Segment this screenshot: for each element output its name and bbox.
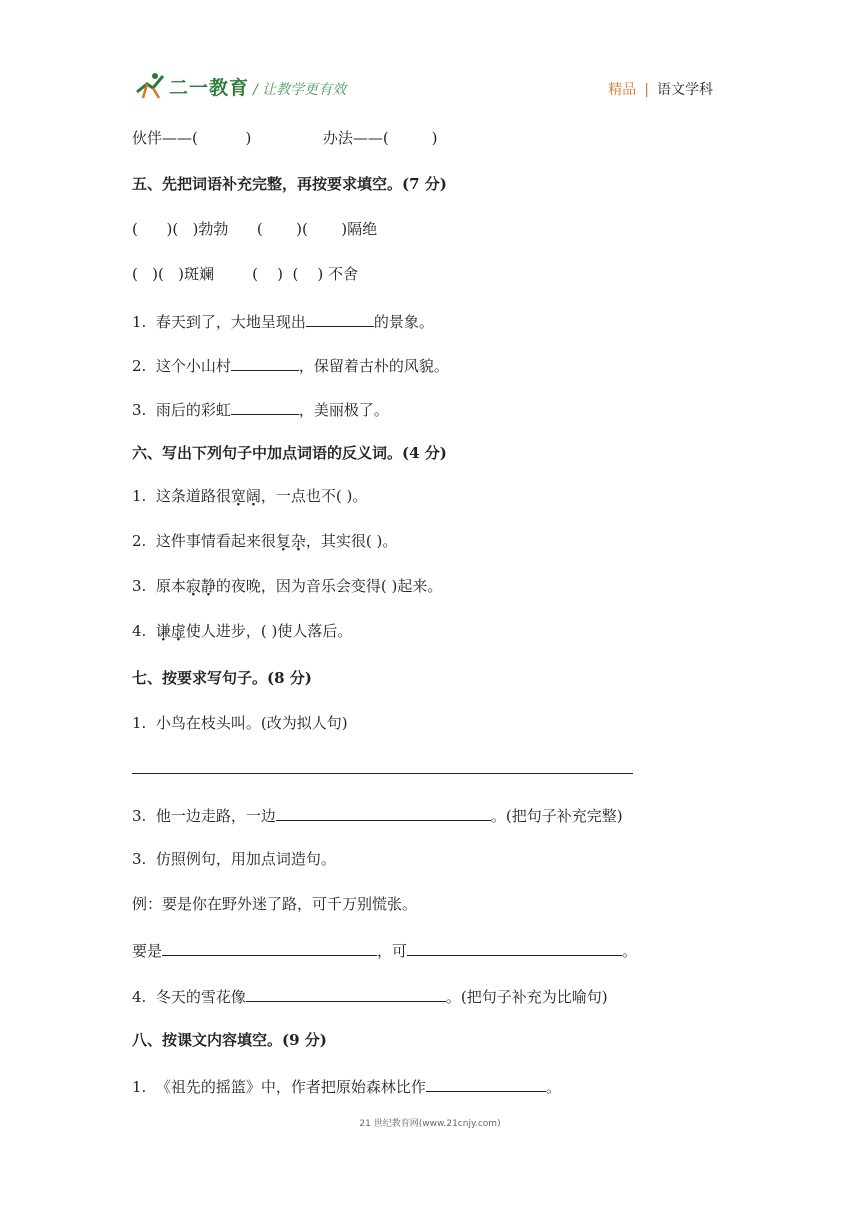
answer-line[interactable] bbox=[132, 773, 633, 774]
dotted-word: 寂 bbox=[185, 577, 201, 595]
question-8-1 bbox=[132, 1075, 561, 1097]
q-text: 4. 冬天的雪花像 bbox=[132, 988, 246, 1006]
answer-blank[interactable] bbox=[231, 398, 299, 415]
imitation-sentence bbox=[132, 939, 637, 961]
logo bbox=[133, 70, 249, 102]
q-text: ，其实很( )。 bbox=[305, 532, 398, 550]
question-5-1 bbox=[132, 310, 434, 332]
dotted-word: 复 bbox=[275, 532, 291, 550]
q-text: 使人进步，( )使人落后。 bbox=[185, 622, 353, 640]
q-text: 3. 他一边走路，一边 bbox=[132, 807, 276, 825]
subject-label: 语文学科 bbox=[657, 82, 713, 98]
answer-blank[interactable] bbox=[246, 985, 446, 1002]
answer-blank[interactable] bbox=[276, 804, 491, 821]
answer-blank[interactable] bbox=[231, 354, 299, 371]
q-text: 。 bbox=[622, 942, 638, 960]
answer-blank[interactable] bbox=[407, 939, 622, 956]
q-text: 3. 雨后的彩虹 bbox=[132, 401, 231, 419]
question-6-1 bbox=[132, 486, 367, 506]
q-text: 4. bbox=[132, 622, 156, 640]
q-text: 2. 这个小山村 bbox=[132, 357, 231, 375]
answer-blank[interactable] bbox=[162, 939, 377, 956]
answer-blank[interactable] bbox=[426, 1075, 546, 1092]
header-right bbox=[608, 79, 713, 99]
question-5-3 bbox=[132, 398, 389, 420]
question-6-3 bbox=[132, 576, 442, 596]
q-text: 的夜晚，因为音乐会变得( )起来。 bbox=[215, 577, 443, 595]
q-text: 的景象。 bbox=[373, 313, 434, 331]
section-6-heading: 六、写出下列句子中加点词语的反义词。(4 分) bbox=[132, 444, 447, 462]
question-5-2 bbox=[132, 354, 449, 376]
slogan: / 让教学更有效 bbox=[253, 82, 347, 98]
q-text: ，美丽极了。 bbox=[298, 401, 389, 419]
dotted-word: 虚 bbox=[170, 622, 186, 640]
page-header bbox=[133, 68, 713, 108]
runner-logo-icon bbox=[133, 70, 167, 102]
page-footer: 21 世纪教育网(www.21cnjy.com) bbox=[359, 1119, 501, 1129]
question-7-2 bbox=[132, 804, 623, 826]
q-text: ，一点也不( )。 bbox=[260, 487, 368, 505]
section-7-heading: 七、按要求写句子。(8 分) bbox=[132, 669, 312, 687]
section-8-heading: 八、按课文内容填空。(9 分) bbox=[132, 1031, 327, 1049]
q-text: 要是 bbox=[132, 942, 163, 960]
quality-label: 精品 bbox=[608, 82, 637, 98]
synonym-line: 伙伴——( ) 办法——( ) bbox=[132, 129, 438, 147]
idiom-line-1: ( )( )勃勃 ( )( )隔绝 bbox=[132, 220, 378, 238]
question-6-4 bbox=[132, 621, 352, 641]
q-text: 。 bbox=[545, 1078, 561, 1096]
section-5-heading: 五、先把词语补充完整，再按要求填空。(7 分) bbox=[132, 175, 447, 193]
q-text: 1. 这条道路很 bbox=[132, 487, 231, 505]
answer-blank[interactable] bbox=[306, 310, 374, 327]
q-text: 2. 这件事情看起来很 bbox=[132, 532, 276, 550]
q-text: ，可 bbox=[377, 942, 408, 960]
q-text: 1. 春天到了，大地呈现出 bbox=[132, 313, 306, 331]
question-7-1: 1. 小鸟在枝头叫。(改为拟人句) bbox=[132, 714, 348, 732]
dotted-word: 宽 bbox=[230, 487, 246, 505]
dotted-word: 阔 bbox=[245, 487, 261, 505]
dotted-word: 谦 bbox=[155, 622, 171, 640]
q-text: ，保留着古朴的风貌。 bbox=[298, 357, 449, 375]
q-text: 。(把句子补充为比喻句) bbox=[445, 988, 608, 1006]
header-separator: | bbox=[644, 82, 649, 98]
question-6-2 bbox=[132, 531, 397, 551]
logo-text: 二一教育 bbox=[169, 76, 250, 99]
q-text: 1. 《祖先的摇篮》中，作者把原始森林比作 bbox=[132, 1078, 426, 1096]
idiom-line-2: ( )( )斑斓 ( ) ( ) 不舍 bbox=[132, 265, 359, 283]
q-text: 3. 原本 bbox=[132, 577, 186, 595]
question-7-4 bbox=[132, 985, 608, 1007]
dotted-word: 杂 bbox=[290, 532, 306, 550]
question-7-3: 3. 仿照例句，用加点词造句。 bbox=[132, 850, 336, 868]
example-sentence: 例：要是你在野外迷了路，可千万别慌张。 bbox=[132, 895, 418, 913]
q-text: 。(把句子补充完整) bbox=[490, 807, 623, 825]
dotted-word: 静 bbox=[200, 577, 216, 595]
